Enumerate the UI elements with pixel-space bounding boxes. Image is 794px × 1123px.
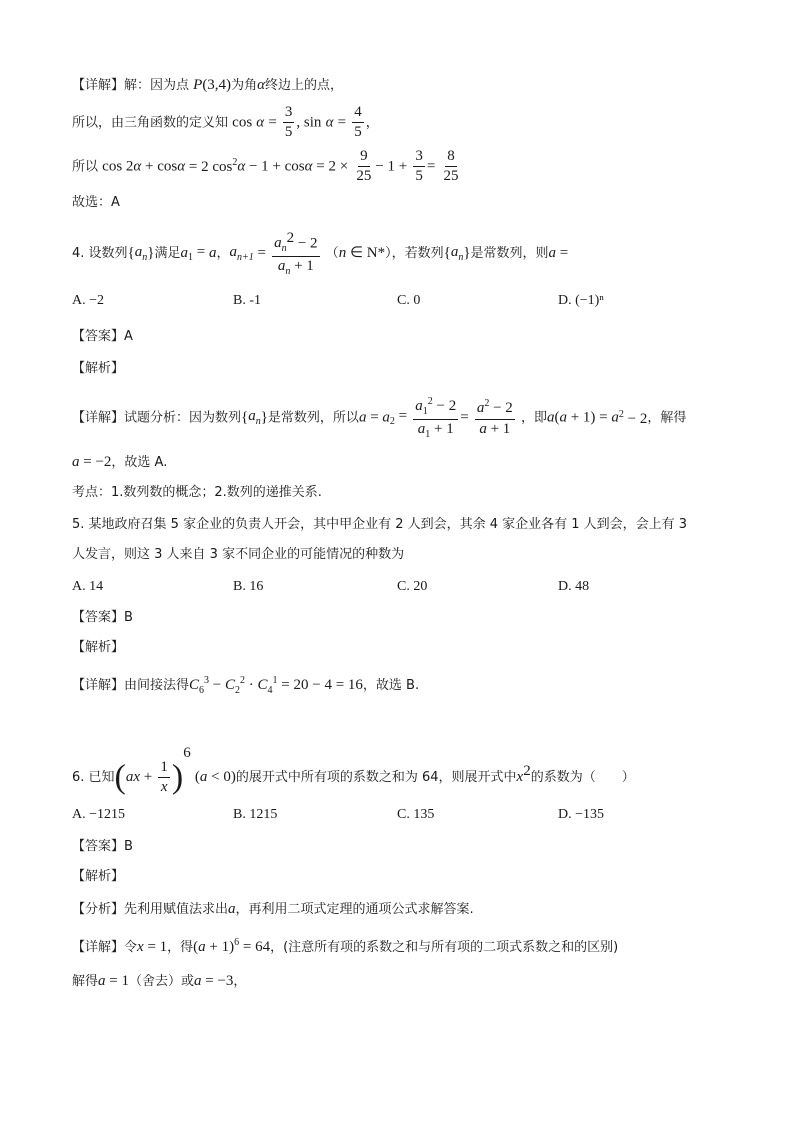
q6-analysis-tag: 【解析】 bbox=[72, 869, 125, 884]
q4-detail2: a = −2，故选 A. bbox=[72, 454, 168, 470]
q5-option-d: D. 48 bbox=[558, 579, 590, 594]
q4-option-c: C. 0 bbox=[397, 293, 421, 308]
q6-option-d: D. −135 bbox=[558, 807, 605, 822]
q5-answer: 【答案】B bbox=[72, 610, 133, 625]
q6-answer: 【答案】B bbox=[72, 839, 133, 854]
q5-stem-line2: 人发言，则这 3 人来自 3 家不同企业的可能情况的种数为 bbox=[72, 547, 405, 562]
q6-detail: 【详解】令x = 1，得$(a + 1)^6 = 64$，(注意所有项的系数之和与所有项的二项式系数之和的区别) bbox=[72, 937, 619, 955]
q3-detail-line3: 所以 cos 2α + cosα = 2 $\cos^2\alpha - 1 + \cos\alpha = 2$ × $\frac{9}{25}$ − 1 + $\frac{3}{5}$ = $\frac{8}{25}$ bbox=[72, 148, 459, 185]
q4-analysis-tag: 【解析】 bbox=[72, 361, 125, 376]
q6-solve: 解得a = 1（舍去）或a = −3， bbox=[72, 973, 247, 989]
q6-option-c: C. 135 bbox=[397, 807, 435, 822]
q6-option-a: A. −1215 bbox=[72, 807, 126, 822]
q4-points: 考点：1.数列数的概念；2.数列的递推关系. bbox=[72, 485, 322, 500]
q6-option-b: B. 1215 bbox=[233, 807, 278, 822]
q3-answer-line: 故选：A bbox=[72, 195, 120, 210]
q4-option-b: B. -1 bbox=[233, 293, 261, 308]
q5-option-b: B. 16 bbox=[233, 579, 264, 594]
q6-fenxi: 【分析】先利用赋值法求出a，再利用二项式定理的通项公式求解答案. bbox=[72, 901, 474, 917]
q5-stem-line1: 5. 某地政府召集 5 家企业的负责人开会，其中甲企业有 2 人到会，其余 4 家企业各有 1 人到会，会上有 3 bbox=[72, 517, 688, 532]
q5-option-c: C. 20 bbox=[397, 579, 428, 594]
q5-option-a: A. 14 bbox=[72, 579, 104, 594]
q3-detail-line2: 所以，由三角函数的定义知 cos α = $\frac{3}{5}$ , sin α = $\frac{4}{5}$ ， bbox=[72, 104, 379, 141]
q4-answer: 【答案】A bbox=[72, 329, 133, 344]
q4-option-d: D. (−1)ⁿ bbox=[558, 293, 604, 308]
q3-detail-line1: 【详解】解：因为点 P(3,4)为角α终边上的点， bbox=[72, 77, 343, 93]
q4-detail: 【详解】试题分析：因为数列$\{a_n\}$是常数列，所以$a = a_2$ = $\frac{a_1^2 - 2}{a_1 + 1}$ = $\frac{a^2 - 2}{a + 1}$ ，即$a(a + 1) = a^2 - 2$，解得 bbox=[72, 396, 687, 440]
q5-analysis-tag: 【解析】 bbox=[72, 640, 125, 655]
q4-stem: 4. 设数列$\{a_n\}$满足$a_1 = a$，$a_{n+1}$ = $\frac{a_n^2 - 2}{a_n + 1}$ （n ∈ N*），若数列$\{a_n\}$是常数列，则a = bbox=[72, 230, 569, 277]
q5-detail: 【详解】由间接法得$C_6^3 - C_2^2 \cdot C_4^1 = 20 - 4 = 16$，故选 B. bbox=[72, 675, 420, 696]
q6-stem: 6. 已知(ax + $\frac{1}{x}$ )$^6$ (a < 0)的展开式中所有项的系数之和为 64，则展开式中$x^2$的系数为（ ） bbox=[72, 745, 635, 796]
q4-option-a: A. −2 bbox=[72, 293, 105, 308]
